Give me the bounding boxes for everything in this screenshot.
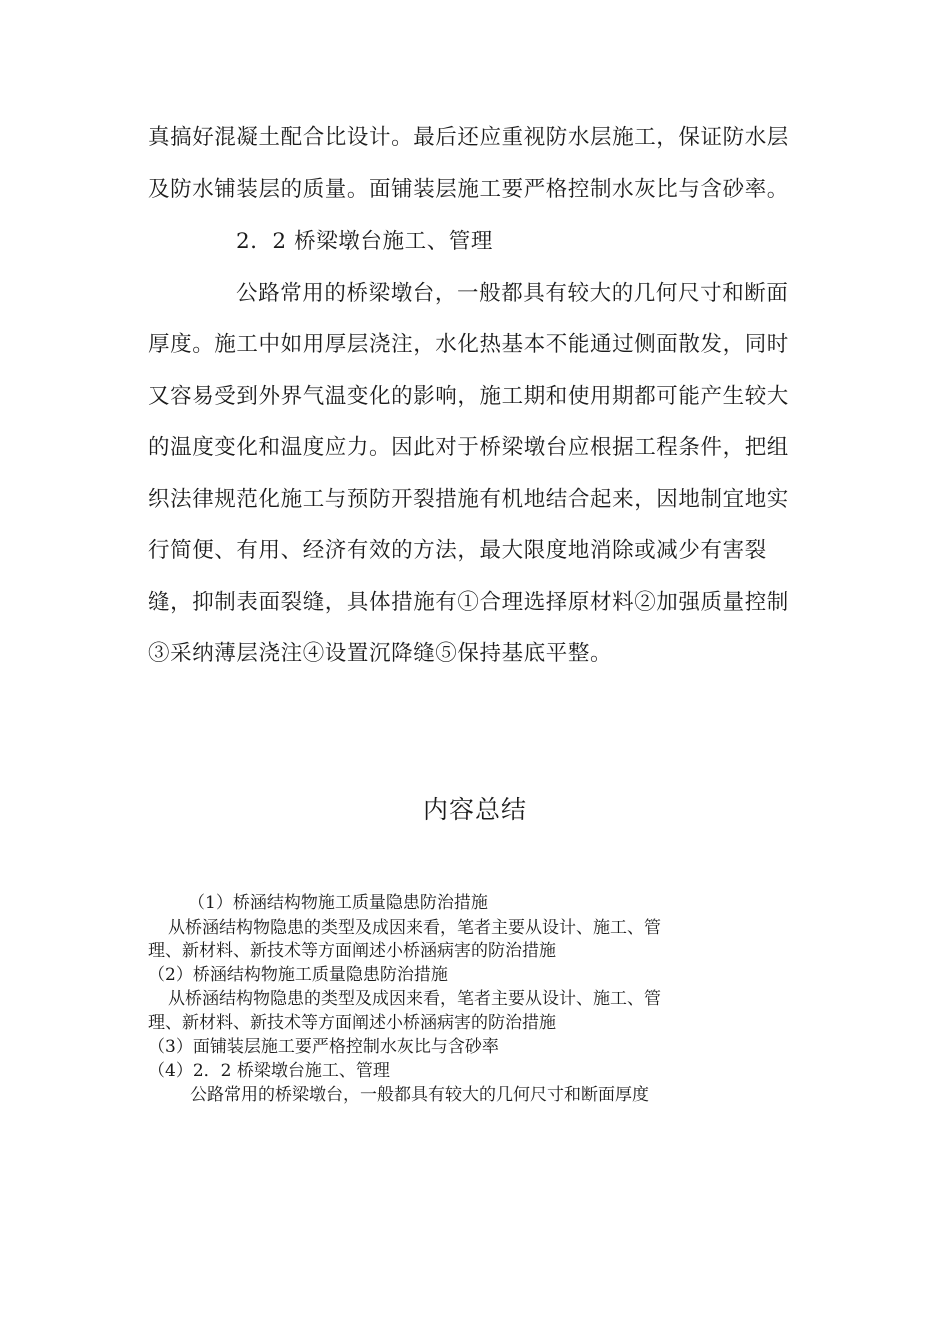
body-line: 又容易受到外界气温变化的影响，施工期和使用期都可能产生较大 <box>148 384 789 409</box>
summary-item-text: 理、新材料、新技术等方面阐述小桥涵病害的防治措施 <box>148 941 556 961</box>
body-line: 织法律规范化施工与预防开裂措施有机地结合起来，因地制宜地实 <box>148 487 789 512</box>
body-line: 公路常用的桥梁墩台，一般都具有较大的几何尺寸和断面 <box>236 281 789 306</box>
body-line: 行简便、有用、经济有效的方法，最大限度地消除或减少有害裂 <box>148 538 767 563</box>
summary-item-text: 从桥涵结构物隐患的类型及成因来看，笔者主要从设计、施工、管 <box>168 918 661 938</box>
summary-item-heading: （4）2．2 桥梁墩台施工、管理 <box>148 1061 390 1081</box>
summary-item-text: 公路常用的桥梁墩台，一般都具有较大的几何尺寸和断面厚度 <box>190 1085 649 1105</box>
body-line: 及防水铺装层的质量。面铺装层施工要严格控制水灰比与含砂率。 <box>148 177 789 202</box>
body-line: 厚度。施工中如用厚层浇注，水化热基本不能通过侧面散发，同时 <box>148 332 789 357</box>
summary-item-heading: （2）桥涵结构物施工质量隐患防治措施 <box>148 965 448 985</box>
body-line: ③采纳薄层浇注④设置沉降缝⑤保持基底平整。 <box>148 641 613 666</box>
summary-item-text: 理、新材料、新技术等方面阐述小桥涵病害的防治措施 <box>148 1013 556 1033</box>
body-line: 真搞好混凝土配合比设计。最后还应重视防水层施工，保证防水层 <box>148 125 789 150</box>
summary-item-heading: （3）面铺装层施工要严格控制水灰比与含砂率 <box>148 1037 499 1057</box>
section-heading: 2．2 桥梁墩台施工、管理 <box>236 229 493 254</box>
summary-item-heading: （1）桥涵结构物施工质量隐患防治措施 <box>188 893 488 913</box>
summary-item-text: 从桥涵结构物隐患的类型及成因来看，笔者主要从设计、施工、管 <box>168 989 661 1009</box>
body-line: 缝，抑制表面裂缝，具体措施有①合理选择原材料②加强质量控制 <box>148 590 789 615</box>
body-line: 的温度变化和温度应力。因此对于桥梁墩台应根据工程条件，把组 <box>148 435 789 460</box>
summary-title: 内容总结 <box>422 795 527 824</box>
